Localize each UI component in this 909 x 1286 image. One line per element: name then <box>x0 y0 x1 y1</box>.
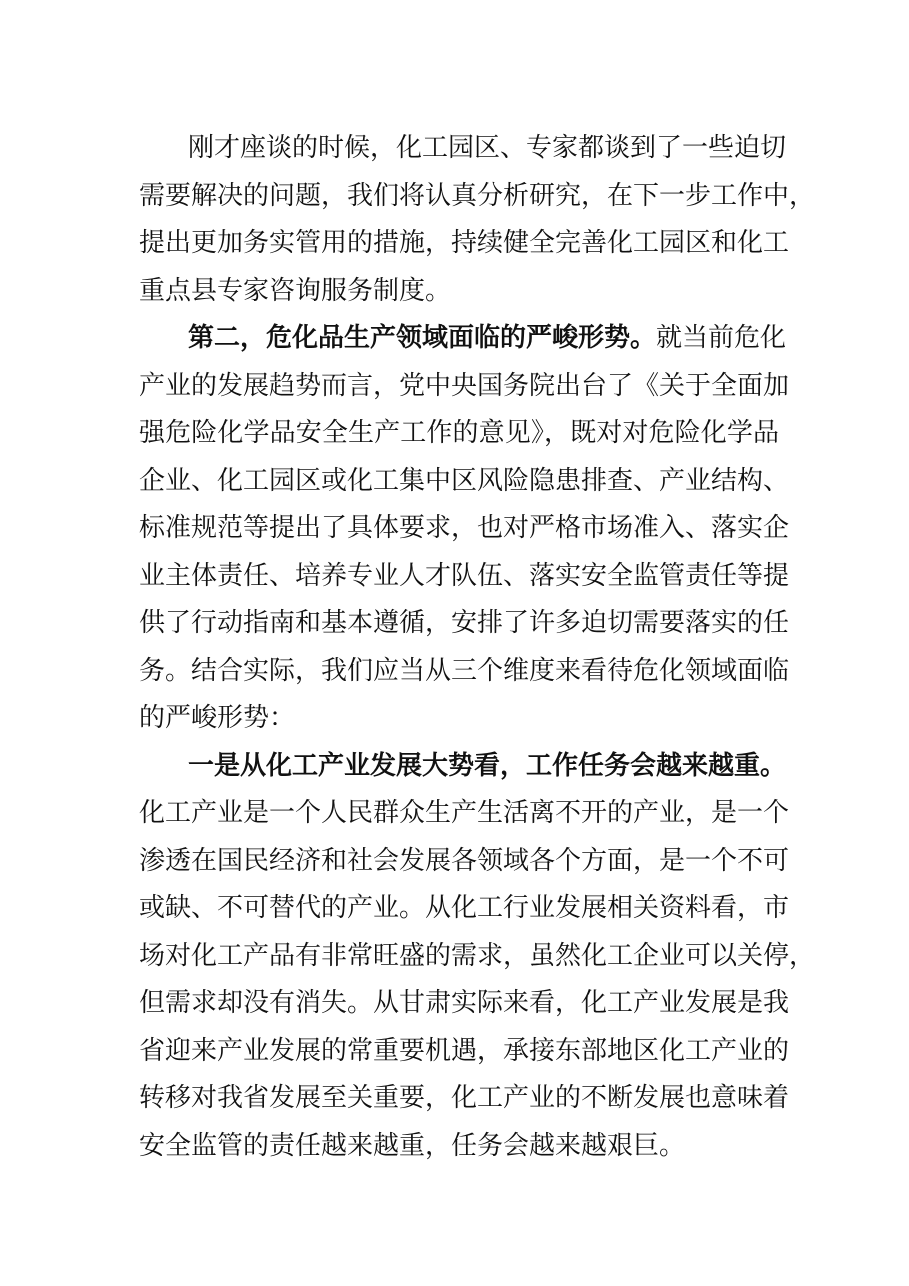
paragraph-3-line-1: 化工产业是一个人民群众生产生活离不开的产业，是一个 <box>139 798 790 828</box>
paragraph-3-line-4: 场对化工产品有非常旺盛的需求，虽然化工企业可以关停， <box>139 940 816 971</box>
paragraph-2-line-4: 企业、化工园区或化工集中区风险隐患排查、产业结构、 <box>139 465 790 496</box>
paragraph-2-line-2: 产业的发展趋势而言，党中央国务院出台了《关于全面加 <box>139 370 790 401</box>
paragraph-3-line-7: 转移对我省发展至关重要，化工产业的不断发展也意味着 <box>139 1083 790 1113</box>
paragraph-3-line-8: 安全监管的责任越来越重，任务会越来越艰巨。 <box>139 1130 686 1161</box>
paragraph-2-line-6: 业主体责任、培养专业人才队伍、落实安全监管责任等提 <box>139 560 790 591</box>
paragraph-2-line-7: 供了行动指南和基本遵循，安排了许多迫切需要落实的任 <box>139 608 790 638</box>
paragraph-2-line-5: 标准规范等提出了具体要求，也对严格市场准入、落实企 <box>139 513 790 543</box>
paragraph-2-line-9: 的严峻形势： <box>139 703 296 733</box>
section-heading-2: 第二，危化品生产领域面临的严峻形势。 <box>188 323 657 353</box>
paragraph-2-line-8: 务。结合实际，我们应当从三个维度来看待危化领域面临 <box>139 655 790 686</box>
paragraph-3-line-2: 渗透在国民经济和社会发展各领域各个方面，是一个不可 <box>139 845 790 876</box>
paragraph-2-line-1-rest: 就当前危化 <box>656 323 787 353</box>
paragraph-1-line-1: 刚才座谈的时候，化工园区、专家都谈到了一些迫切 <box>188 133 787 163</box>
paragraph-3-heading-line <box>139 743 787 791</box>
paragraph-1-line-2: 需要解决的问题，我们将认真分析研究，在下一步工作中， <box>139 180 816 211</box>
paragraph-2-line-1 <box>139 315 787 363</box>
paragraph-3-line-3: 或缺、不可替代的产业。从化工行业发展相关资料看，市 <box>139 893 790 923</box>
paragraph-2-line-3: 强危险化学品安全生产工作的意见》，既对对危险化学品 <box>139 418 779 448</box>
paragraph-1-line-4: 重点县专家咨询服务制度。 <box>139 275 452 306</box>
paragraph-3-line-6: 省迎来产业发展的常重要机遇，承接东部地区化工产业的 <box>139 1035 790 1066</box>
paragraph-3-line-5: 但需求却没有消失。从甘肃实际来看，化工产业发展是我 <box>139 988 790 1018</box>
section-heading-3: 一是从化工产业发展大势看，工作任务会越来越重。 <box>188 750 787 781</box>
document-body <box>139 125 816 1170</box>
paragraph-1-line-3: 提出更加务实管用的措施，持续健全完善化工园区和化工 <box>139 228 790 258</box>
